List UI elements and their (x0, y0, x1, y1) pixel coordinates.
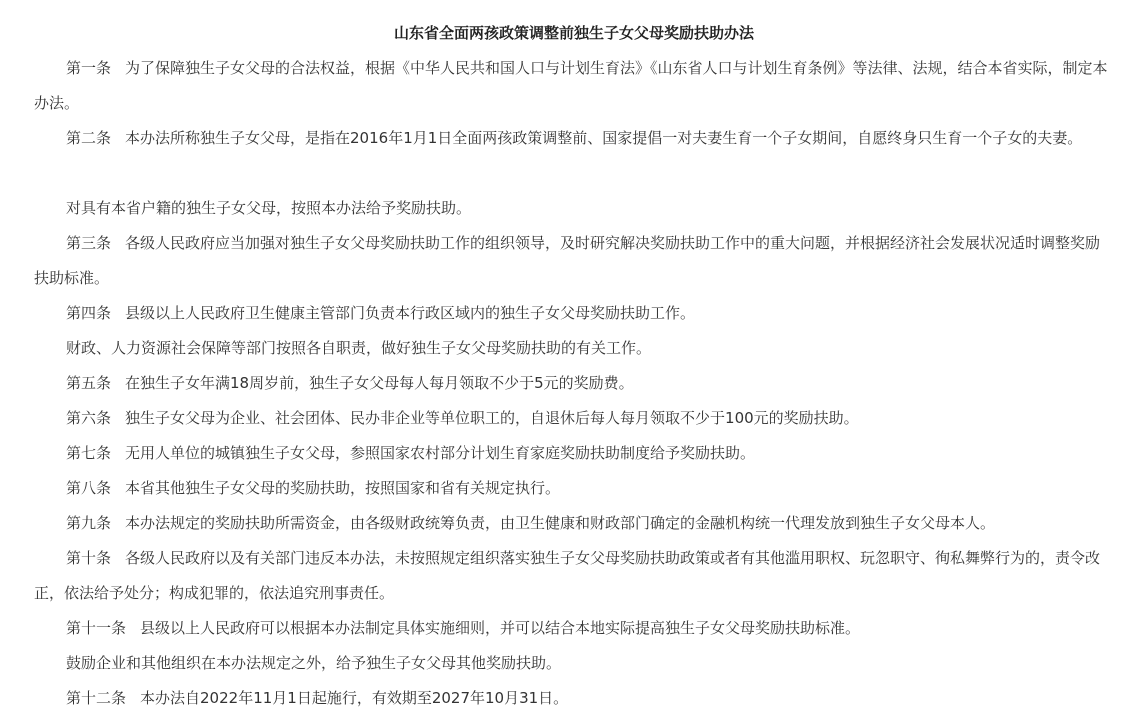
article-number: 第十条 (66, 549, 112, 567)
article-text: 独生子女父母为企业、社会团体、民办非企业等单位职工的，自退休后每人每月领取不少于100元的奖励扶助。 (125, 409, 859, 427)
article-number: 第五条 (66, 374, 112, 392)
paragraph-article-11 (34, 611, 1110, 646)
article-text: 县级以上人民政府可以根据本办法制定具体实施细则，并可以结合本地实际提高独生子女父母奖励扶助标准。 (140, 619, 861, 637)
article-text: 各级人民政府应当加强对独生子女父母奖励扶助工作的组织领导，及时研究解决奖励扶助工作中的重大问题，并根据经济社会发展状况适时调整奖励扶助标准。 (34, 234, 1101, 287)
article-text: 对具有本省户籍的独生子女父母，按照本办法给予奖励扶助。 (66, 199, 472, 217)
paragraph-article-9 (34, 506, 1110, 541)
paragraph-article-4 (34, 296, 1110, 331)
article-number: 第十一条 (66, 619, 127, 637)
article-text: 鼓励企业和其他组织在本办法规定之外，给予独生子女父母其他奖励扶助。 (66, 654, 562, 672)
article-number: 第九条 (66, 514, 112, 532)
paragraph-article-11-continued (34, 646, 1110, 681)
paragraph-article-3 (34, 226, 1110, 296)
article-number: 第一条 (66, 59, 112, 77)
paragraph-article-12 (34, 681, 1110, 716)
article-text: 本办法自2022年11月1日起施行，有效期至2027年10月31日。 (140, 689, 569, 707)
article-text: 无用人单位的城镇独生子女父母，参照国家农村部分计划生育家庭奖励扶助制度给予奖励扶助。 (125, 444, 756, 462)
document-title: 山东省全面两孩政策调整前独生子女父母奖励扶助办法 (393, 24, 754, 42)
paragraph-article-6 (34, 401, 1110, 436)
article-text: 本办法规定的奖励扶助所需资金，由各级财政统筹负责，由卫生健康和财政部门确定的金融机构统一代理发放到独生子女父母本人。 (125, 514, 996, 532)
article-text: 在独生子女年满18周岁前，独生子女父母每人每月领取不少于5元的奖励费。 (125, 374, 634, 392)
article-number: 第三条 (66, 234, 112, 252)
article-number: 第十二条 (66, 689, 127, 707)
article-text: 县级以上人民政府卫生健康主管部门负责本行政区域内的独生子女父母奖励扶助工作。 (125, 304, 696, 322)
paragraph-article-2 (34, 121, 1110, 156)
article-number: 第八条 (66, 479, 112, 497)
article-number: 第七条 (66, 444, 112, 462)
paragraph-article-1 (34, 51, 1110, 121)
paragraph-article-10 (34, 541, 1110, 611)
article-text: 财政、人力资源社会保障等部门按照各自职责，做好独生子女父母奖励扶助的有关工作。 (66, 339, 652, 357)
article-text: 为了保障独生子女父母的合法权益，根据《中华人民共和国人口与计划生育法》《山东省人口与计划生育条例》等法律、法规，结合本省实际，制定本办法。 (34, 59, 1108, 112)
article-text: 本办法所称独生子女父母，是指在2016年1月1日全面两孩政策调整前、国家提倡一对夫妻生育一个子女期间，自愿终身只生育一个子女的夫妻。 (125, 129, 1083, 147)
paragraph-article-5 (34, 366, 1110, 401)
article-number: 第六条 (66, 409, 112, 427)
paragraph-article-2-continued (34, 191, 1110, 226)
paragraph-article-4-continued (34, 331, 1110, 366)
article-text: 本省其他独生子女父母的奖励扶助，按照国家和省有关规定执行。 (125, 479, 561, 497)
article-text: 各级人民政府以及有关部门违反本办法，未按照规定组织落实独生子女父母奖励扶助政策或者有其他滥用职权、玩忽职守、徇私舞弊行为的，责令改正，依法给予处分；构成犯罪的，依法追究刑事责任。 (34, 549, 1101, 602)
article-number: 第四条 (66, 304, 112, 322)
article-number: 第二条 (66, 129, 112, 147)
paragraph-article-7 (34, 436, 1110, 471)
paragraph-article-8 (34, 471, 1110, 506)
